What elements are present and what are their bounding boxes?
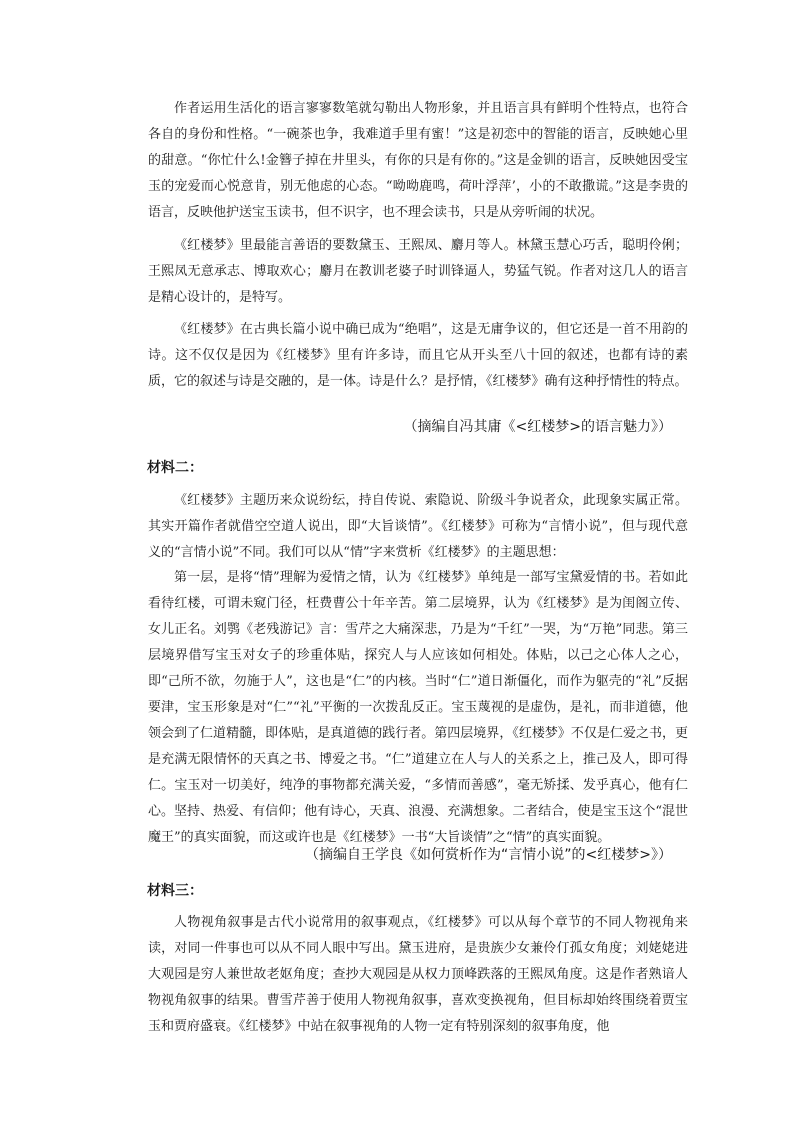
material2-paragraph-1: 《红楼梦》主题历来众说纷纭，持自传说、索隐说、阶级斗争说者众，此现象实属正常。其实开篇作者就借空空道人说出，即“大旨谈情”。《红楼梦》可称为“言情小说”，但与现代意义的“言情小说”不同。我们可以从“情”字来赏析《红楼梦》的主题思想：	[148, 493, 688, 560]
material3-paragraph-1: 人物视角叙事是古代小说常用的叙事观点，《红楼梦》可以从每个章节的不同人物视角来读，对同一件事也可以从不同人眼中写出。黛玉进府，是贵族少女兼伶仃孤女角度；刘姥姥进大观园是穷人兼世故老妪角度；查抄大观园是从权力顶峰跌落的王熙凤角度。这是作者熟谙人物视角叙事的结果。曹雪芹善于使用人物视角叙事，喜欢变换视角，但目标却始终围绕着贾宝玉和贾府盛衰。《红楼梦》中站在叙事视角的人物一定有特别深刻的叙事角度，他	[148, 915, 688, 1034]
material1-paragraph-2: 《红楼梦》里最能言善语的要数黛玉、王熙凤、麝月等人。林黛玉慧心巧舌，聪明伶俐；王熙凤无意承志、博取欢心；麝月在教训老婆子时训锋逼人，势猛气锐。作者对这几人的语言是精心设计的，是特写。	[148, 238, 688, 305]
material2-paragraph-2: 第一层，是将“情”理解为爱情之情，认为《红楼梦》单纯是一部写宝黛爱情的书。若如此看待红楼，可谓未窥门径，枉费曹公十年辛苦。第二层境界，认为《红楼梦》是为闺阁立传、女儿正名。刘鹗《老残游记》言：雪芹之大痛深悲，乃是为“千红”一哭，为“万艳”同悲。第三层境界借写宝玉对女子的珍重体贴，探究人与人应该如何相处。体贴，以己之心体人之心，即“己所不欲，勿施于人”，这也是“仁”的内核。当时“仁”道日渐僵化，而作为躯壳的“礼”反据要津，宝玉形象是对“仁”“礼”平衡的一次拨乱反正。宝玉蔑视的是虚伪，是礼，而非道德，他领会到了仁道精髓，即体贴，是真道德的践行者。第四层境界，《红楼梦》不仅是仁爱之书，更是充满无限情怀的天真之书、博爱之书。“仁”道建立在人与人的关系之上，推己及人，即可得仁。宝玉对一切美好，纯净的事物都充满关爱，“多情而善感”，毫无矫揉、发乎真心，他有仁心。坚持、热爱、有信仰；他有诗心，天真、浪漫、充满想象。二者结合，使是宝玉这个“混世魔王”的真实面貌，而这或许也是《红楼梦》一书“大旨谈情”之“情”的真实面貌。	[148, 570, 688, 845]
material2-source: （摘编自王学良《如何赏析作为“言情小说”的<红楼梦>》）	[305, 847, 672, 863]
material2-heading: 材料二：	[147, 460, 203, 476]
material1-paragraph-3: 《红楼梦》在古典长篇小说中确已成为“绝唱”，这是无庸争议的，但它还是一首不用韵的诗。这不仅仅是因为《红楼梦》里有许多诗，而且它从开头至八十回的叙述，也都有诗的素质，它的叙述与诗是交融的，是一体。诗是什么？是抒情，《红楼梦》确有这种抒情性的特点。	[148, 322, 688, 389]
material1-paragraph-1: 作者运用生活化的语言寥寥数笔就勾勒出人物形象，并且语言具有鲜明个性特点，也符合各自的身份和性格。“一碗茶也争，我难道手里有蜜！”这是初恋中的智能的语言，反映她心里的甜意。“你忙什么!金簪子掉在井里头，有你的只是有你的。”这是金钏的语言，反映她因受宝玉的宠爱而心悦意肯，别无他虑的心态。“呦呦鹿鸣，荷叶浮萍’，小的不敢撒谎。”这是李贵的语言，反映他护送宝玉读书，但不识字，也不理会读书，只是从旁听闹的状况。	[148, 101, 688, 220]
material3-heading: 材料三：	[147, 883, 203, 899]
material1-source: （摘编自冯其庸《<红楼梦>的语言魅力》）	[403, 419, 672, 435]
